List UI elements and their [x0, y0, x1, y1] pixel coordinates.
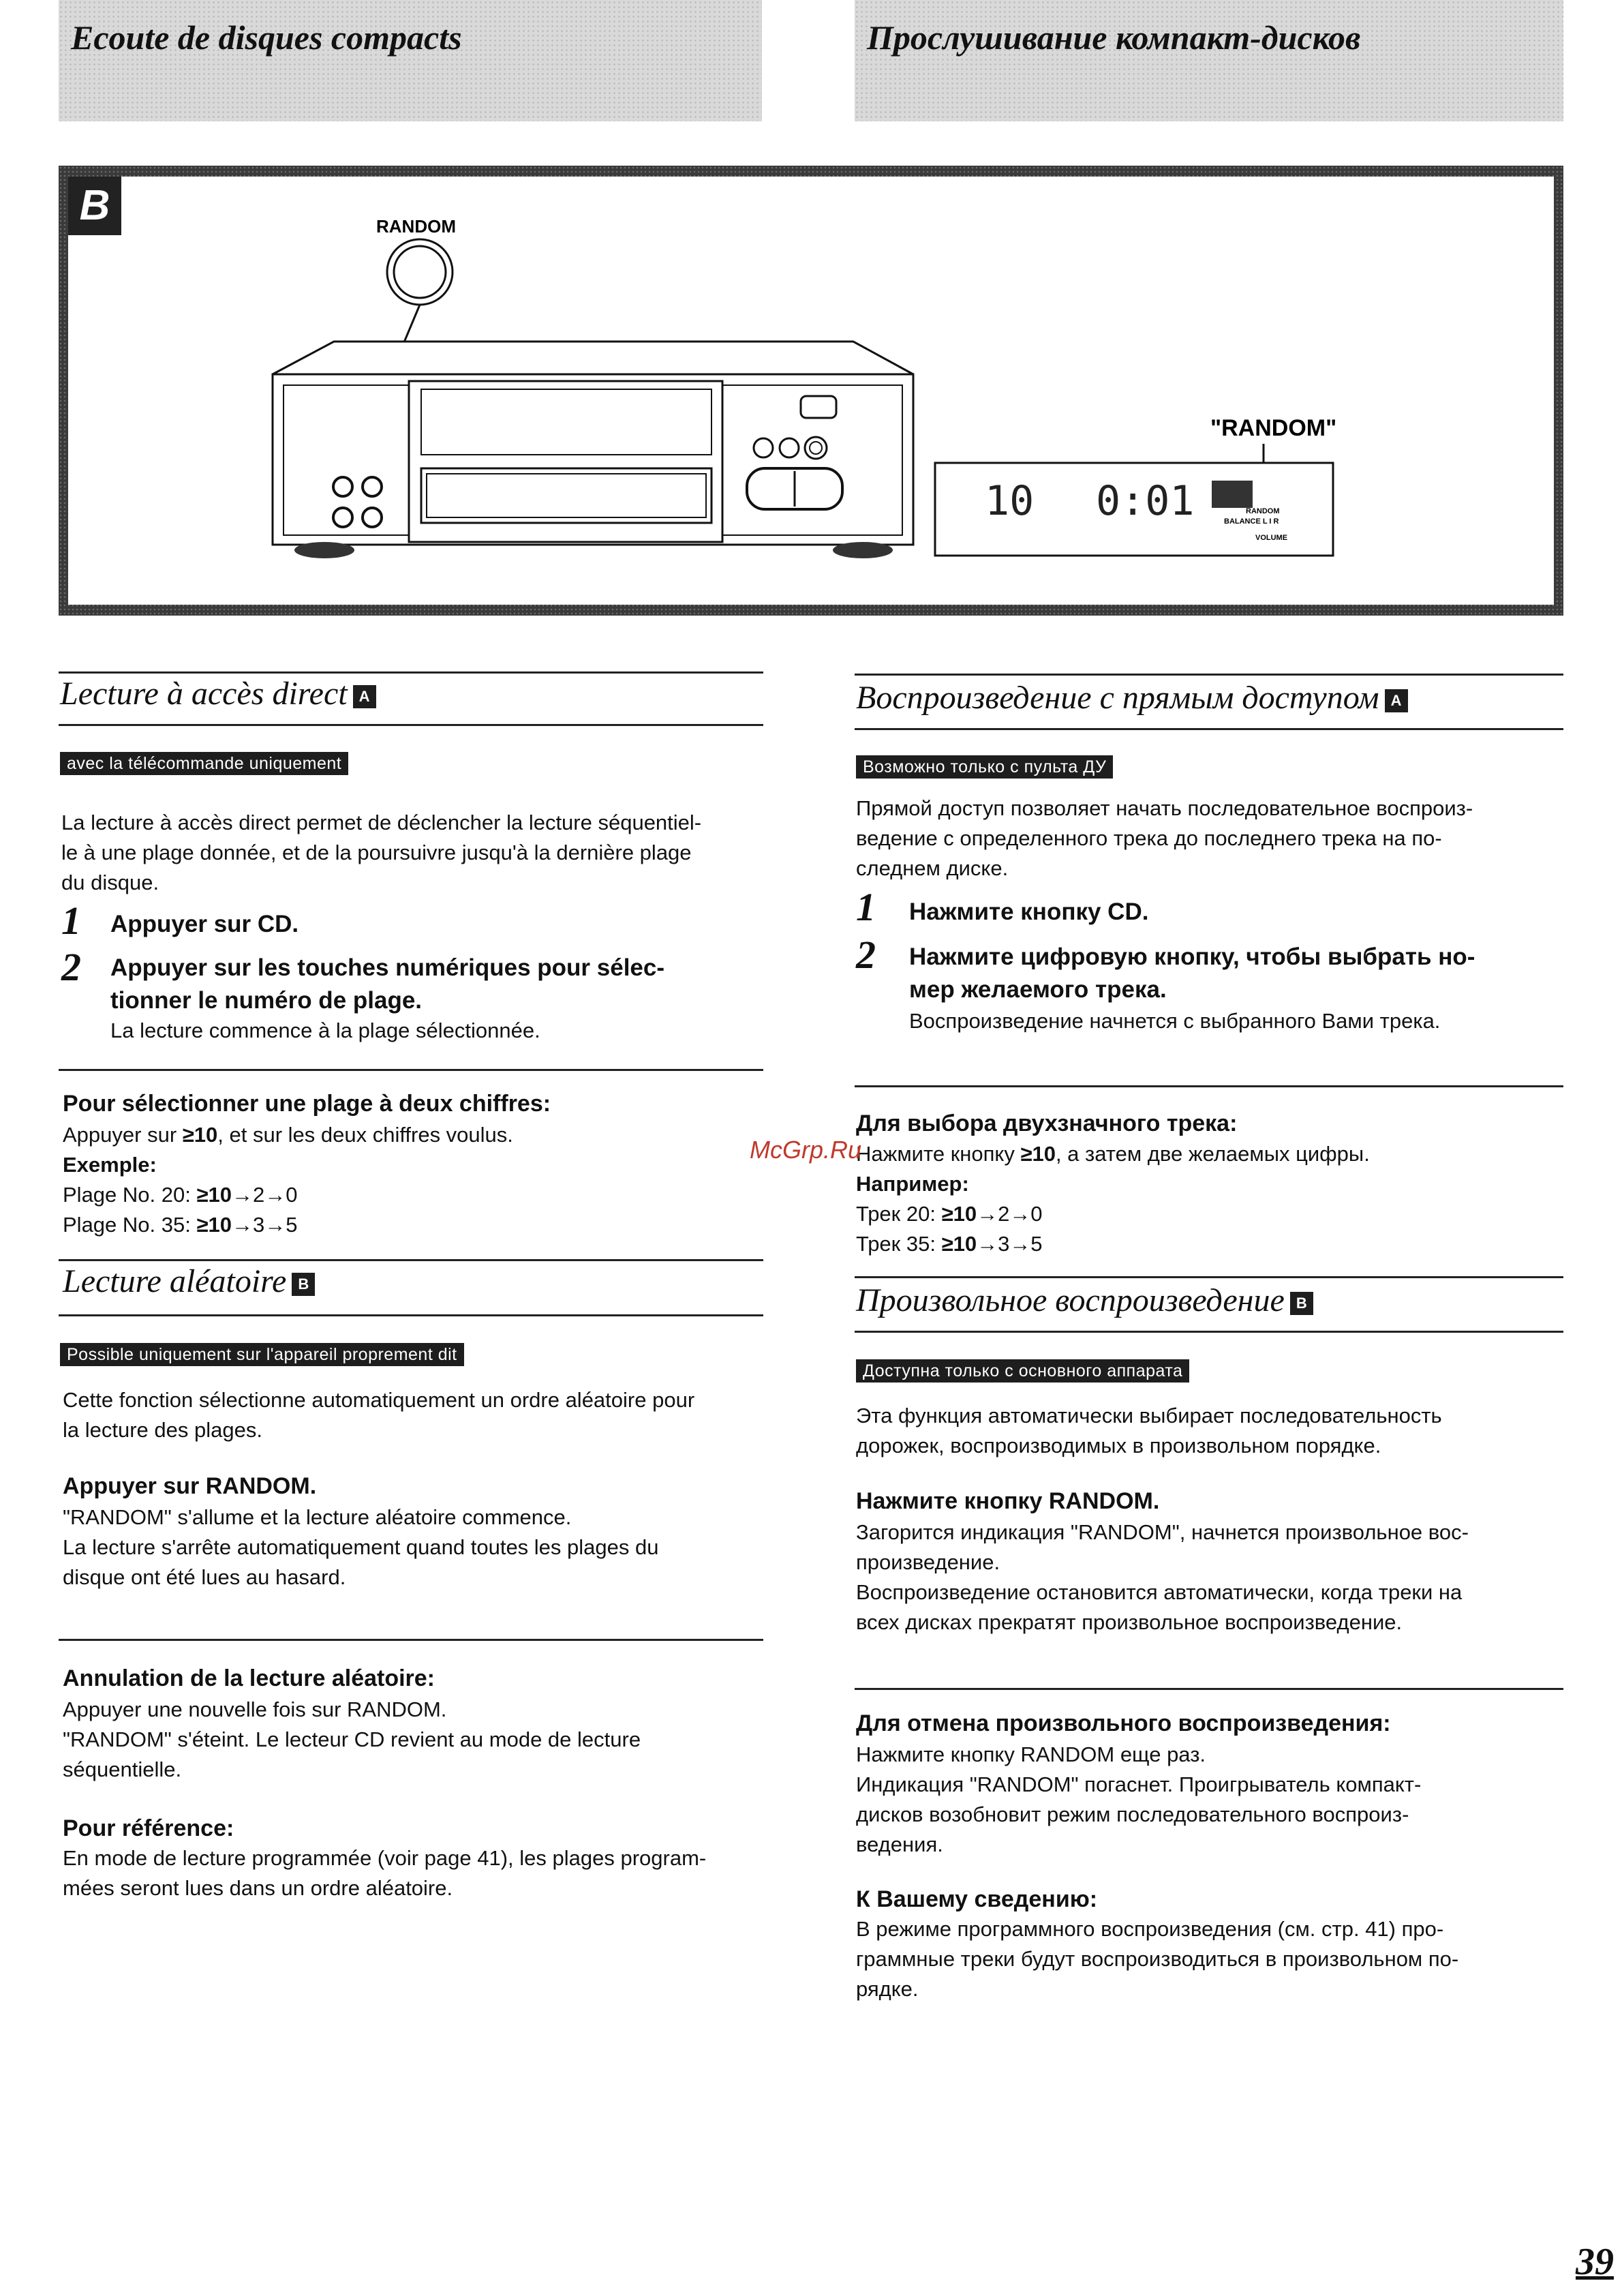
ru-cancel-rule	[855, 1688, 1563, 1690]
fr-random-badge: Possible uniquement sur l'appareil proprement dit	[60, 1343, 464, 1366]
fr-random-rule-bottom	[59, 1314, 763, 1316]
display-small-volume: VOLUME	[1255, 534, 1288, 542]
ru-step2-number: 2	[856, 933, 876, 977]
fr-direct-icon: A	[353, 685, 376, 708]
ru-random-press-title: Нажмите кнопку RANDOM.	[856, 1488, 1160, 1514]
display-track: 10	[985, 477, 1035, 525]
fr-direct-badge: avec la télécommande uniquement	[60, 752, 348, 775]
figure-b	[59, 166, 1563, 616]
ru-random-press-text: Загорится индикация "RANDOM", начнется произвольное вос- произведение. Воспроизведение остановится автоматически, когда треки на всех дисках прекратят произвольное воспроизведение.	[856, 1520, 1469, 1634]
ru-direct-rule-top	[855, 674, 1563, 676]
ru-random-rule-bottom	[855, 1331, 1563, 1333]
figure-label: B	[68, 177, 121, 235]
ru-random-title: Произвольное воспроизведение B	[856, 1282, 1313, 1319]
ru-step1-text: Нажмите кнопку CD.	[909, 898, 1149, 925]
header-ru	[855, 0, 1563, 121]
ru-step2-text: Нажмите цифровую кнопку, чтобы выбрать но- мер желаемого трека.	[909, 943, 1475, 1003]
ru-step2-note: Воспроизведение начнется с выбранного Вами трека.	[909, 1009, 1441, 1033]
ru-step1-number: 1	[856, 885, 876, 929]
cd-player-illustration	[68, 177, 1554, 605]
header-fr	[59, 0, 762, 121]
display-small-random: RANDOM	[1246, 507, 1280, 515]
ru-two-digit-rule	[855, 1085, 1563, 1087]
fr-reference-text: En mode de lecture programmée (voir page 41), les plages program- mées seront lues dans un ordre aléatoire.	[63, 1846, 707, 1900]
fr-example-2: Plage No. 35: ≥10→3→5	[63, 1213, 298, 1237]
fr-cancel-title: Annulation de la lecture aléatoire:	[63, 1665, 435, 1691]
ru-two-digit-line1: Нажмите кнопку ≥10, а затем две желаемых цифры.	[856, 1142, 1370, 1166]
fr-random-rule-top	[59, 1259, 763, 1261]
header-ru-title: Прослушивание компакт-дисков	[867, 18, 1361, 57]
watermark: McGrp.Ru	[750, 1136, 862, 1164]
fr-random-title: Lecture aléatoire B	[63, 1263, 315, 1300]
fr-direct-rule-top	[59, 671, 763, 674]
ru-random-badge: Доступна только с основного аппарата	[856, 1359, 1189, 1383]
player-top	[273, 342, 913, 374]
ru-direct-badge: Возможно только с пульта ДУ	[856, 755, 1113, 779]
fr-cancel-text: Appuyer une nouvelle fois sur RANDOM. "RANDOM" s'éteint. Le lecteur CD revient au mode de lecture séquentielle.	[63, 1697, 641, 1781]
fr-cancel-rule	[59, 1639, 763, 1641]
fr-direct-title: Lecture à accès direct A	[60, 675, 376, 712]
ru-cancel-title: Для отмена произвольного воспроизведения:	[856, 1710, 1391, 1736]
fr-step2-note: La lecture commence à la plage sélectionnée.	[110, 1018, 540, 1042]
ru-example-1: Трек 20: ≥10→2→0	[856, 1202, 1043, 1226]
display-random-label: "RANDOM"	[1210, 415, 1337, 441]
page-number: 39	[1576, 2241, 1614, 2283]
ru-direct-intro: Прямой доступ позволяет начать последовательное воспроиз- ведение с определенного трека до последнего трека на по- следнем диске.	[856, 796, 1473, 880]
header-fr-title: Ecoute de disques compacts	[71, 18, 462, 57]
fr-step1-text: Appuyer sur CD.	[110, 911, 299, 937]
ru-random-rule-top	[855, 1276, 1563, 1278]
display-time: 0:01	[1096, 477, 1195, 525]
fr-random-press-title: Appuyer sur RANDOM.	[63, 1473, 317, 1499]
ru-direct-title: Воспроизведение с прямым доступом A	[856, 679, 1408, 716]
ru-random-icon: B	[1290, 1292, 1313, 1315]
fr-example-1: Plage No. 20: ≥10→2→0	[63, 1183, 298, 1207]
ru-cancel-text: Нажмите кнопку RANDOM еще раз. Индикация "RANDOM" погаснет. Проигрыватель компакт- дисков возобновит режим последовательного воспроиз- ведения.	[856, 1742, 1422, 1856]
fr-example-label: Exemple:	[63, 1153, 157, 1177]
fr-random-press-text: "RANDOM" s'allume et la lecture aléatoire commence. La lecture s'arrête automatiquement quand toutes les plages du disque ont été lues au hasard.	[63, 1505, 659, 1589]
ru-reference-title: К Вашему сведению:	[856, 1886, 1098, 1912]
ru-example-label: Например:	[856, 1172, 969, 1196]
fr-two-digit-title: Pour sélectionner une plage à deux chiffres:	[63, 1091, 551, 1117]
figure-inner	[68, 177, 1554, 605]
fr-two-digit-line1: Appuyer sur ≥10, et sur les deux chiffres voulus.	[63, 1123, 513, 1147]
fr-random-intro: Cette fonction sélectionne automatiquement un ordre aléatoire pour la lecture des plages.	[63, 1388, 695, 1442]
fr-random-icon: B	[292, 1273, 315, 1296]
display-small-balance: BALANCE L I R	[1224, 517, 1279, 526]
fr-direct-intro: La lecture à accès direct permet de déclencher la lecture séquentiel- le à une plage donnée, et de la poursuivre jusqu'à la dernière plage du disque.	[61, 811, 702, 894]
ru-random-intro: Эта функция автоматически выбирает последовательность дорожек, воспроизводимых в произвольном порядке.	[856, 1404, 1442, 1457]
ru-two-digit-title: Для выбора двухзначного трека:	[856, 1111, 1238, 1136]
fr-two-digit-rule	[59, 1069, 763, 1071]
ru-reference-text: В режиме программного воспроизведения (см. стр. 41) про- граммные треки будут воспроизводиться в произвольном по- рядке.	[856, 1917, 1459, 2001]
fr-direct-rule-bottom	[59, 724, 763, 726]
fr-reference-title: Pour référence:	[63, 1815, 234, 1841]
random-button-callout	[387, 239, 453, 305]
ru-example-2: Трек 35: ≥10→3→5	[856, 1232, 1043, 1256]
ru-direct-icon: A	[1385, 689, 1408, 712]
ru-direct-rule-bottom	[855, 728, 1563, 730]
random-button-label: RANDOM	[376, 216, 456, 237]
fr-step2-number: 2	[61, 945, 81, 989]
fr-step1-number: 1	[61, 898, 81, 943]
fr-step2-text: Appuyer sur les touches numériques pour sélec- tionner le numéro de plage.	[110, 954, 664, 1014]
